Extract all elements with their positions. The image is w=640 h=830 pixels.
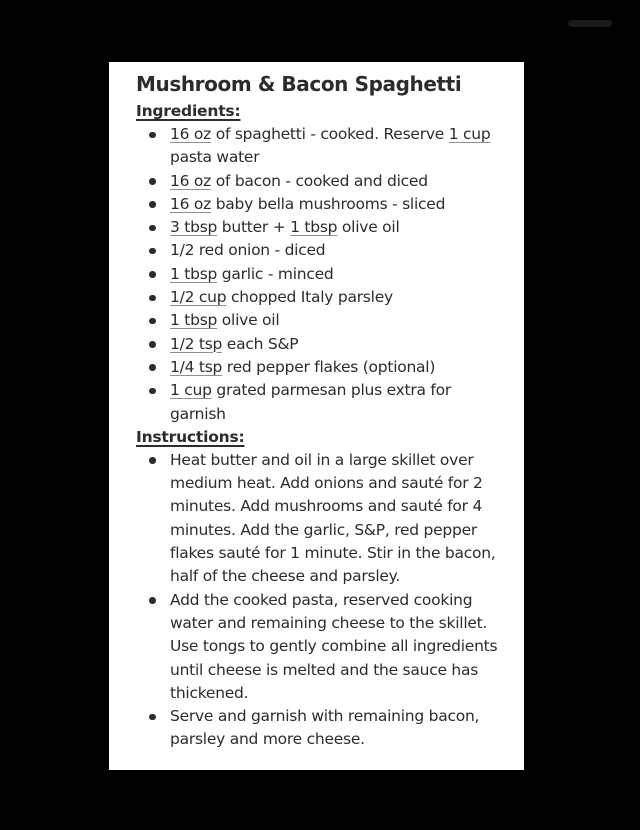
instructions-heading: Instructions:	[136, 427, 245, 446]
measurement-link[interactable]: 1 tbsp	[170, 264, 218, 283]
bullet-icon	[149, 341, 156, 348]
item-text: each S&P	[222, 334, 299, 353]
bullet-icon	[149, 178, 156, 185]
bullet-icon	[149, 295, 156, 302]
ingredient-item	[170, 356, 510, 379]
measurement-link[interactable]: 1 cup	[448, 125, 491, 143]
recipe-card	[109, 62, 524, 770]
bullet-icon	[149, 388, 156, 395]
bullet-icon	[149, 132, 156, 139]
measurement-link[interactable]: 1/2 tsp	[170, 334, 223, 353]
device-notch	[568, 20, 612, 27]
item-text: red pepper flakes (optional)	[222, 357, 436, 376]
item-text: olive oil	[217, 311, 280, 330]
item-text: 1/2 red onion - diced	[170, 241, 326, 260]
ingredient-item	[170, 286, 510, 309]
bullet-icon	[149, 201, 156, 208]
item-text: pasta water	[170, 148, 260, 167]
measurement-link[interactable]: 16 oz	[170, 171, 212, 190]
ingredient-item	[170, 333, 510, 356]
measurement-link[interactable]: 3 tbsp	[170, 218, 218, 237]
ingredient-item	[170, 379, 510, 426]
item-text: Serve and garnish with remaining bacon, parsley and more cheese.	[170, 707, 480, 749]
item-text: chopped Italy parsley	[226, 288, 393, 307]
bullet-icon	[149, 457, 156, 464]
measurement-link[interactable]: 1 tbsp	[290, 218, 338, 237]
item-text: of bacon - cooked and diced	[211, 171, 428, 190]
instruction-step	[170, 705, 510, 752]
item-text: Heat butter and oil in a large skillet over medium heat. Add onions and sauté for 2 minutes. Add mushrooms and sauté for 4 minutes. Add the garlic, S&P, red pepper flakes sauté for 1 minute. Stir in the bacon, half of the cheese and parsley.	[170, 450, 496, 586]
ingredients-heading: Ingredients:	[136, 102, 241, 120]
recipe-title: Mushroom & Bacon Spaghetti	[136, 72, 462, 96]
measurement-link[interactable]: 1 cup	[170, 381, 212, 400]
instruction-step	[170, 589, 510, 705]
item-text: butter +	[217, 218, 291, 237]
ingredient-item	[170, 193, 510, 216]
instruction-step	[170, 449, 510, 589]
ingredient-item	[170, 170, 510, 193]
bullet-icon	[149, 248, 156, 255]
item-text: Add the cooked pasta, reserved cooking water and remaining cheese to the skillet. Use tongs to gently combine all ingredients until cheese is melted and the sauce has thickened.	[170, 590, 498, 702]
measurement-link[interactable]: 16 oz	[170, 194, 212, 213]
bullet-icon	[149, 271, 156, 278]
bullet-icon	[149, 364, 156, 371]
ingredient-item	[170, 239, 510, 262]
instructions-list	[136, 449, 510, 752]
bullet-icon	[149, 714, 156, 721]
ingredients-list	[136, 123, 510, 426]
item-text: garlic - minced	[217, 264, 334, 283]
measurement-link[interactable]: 1/2 cup	[170, 288, 227, 307]
bullet-icon	[149, 318, 156, 325]
bullet-icon	[149, 225, 156, 232]
ingredient-item	[170, 123, 510, 170]
measurement-link[interactable]: 1/4 tsp	[170, 357, 223, 376]
item-text: of spaghetti - cooked. Reserve	[211, 125, 449, 143]
measurement-link[interactable]: 16 oz	[170, 125, 212, 143]
item-text: baby bella mushrooms - sliced	[211, 194, 446, 213]
ingredient-item	[170, 309, 510, 332]
ingredient-item	[170, 263, 510, 286]
item-text: olive oil	[337, 218, 400, 237]
ingredient-item	[170, 216, 510, 239]
bullet-icon	[149, 597, 156, 604]
measurement-link[interactable]: 1 tbsp	[170, 311, 218, 330]
item-text: grated parmesan plus extra for garnish	[170, 381, 451, 423]
